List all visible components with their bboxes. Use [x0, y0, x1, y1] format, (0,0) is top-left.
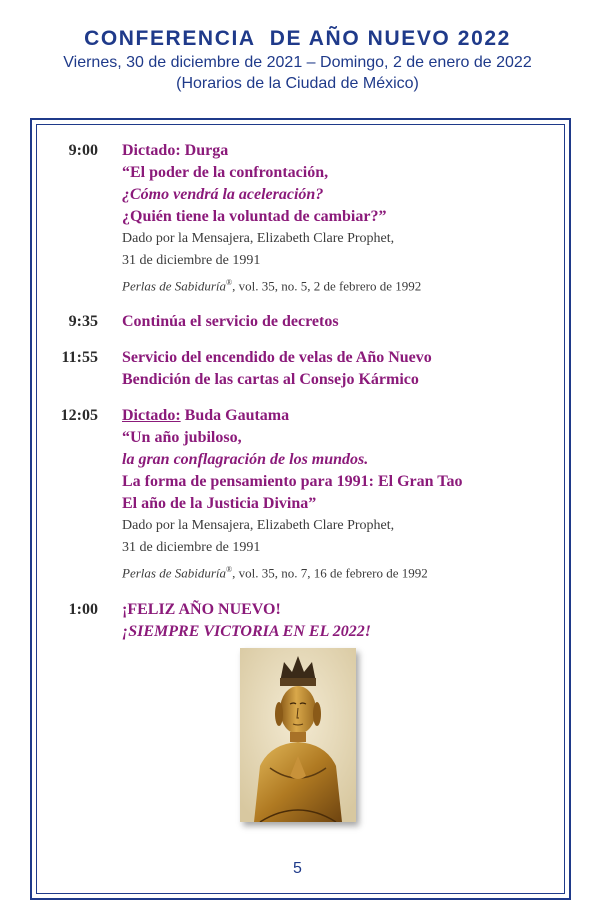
entry-time: 11:55	[61, 349, 98, 367]
entry-heading	[122, 140, 556, 162]
conference-dates: Viernes, 30 de diciembre de 2021 – Domingo, 2 de enero de 2022	[63, 54, 532, 71]
entry-line: Continúa el servicio de decretos	[122, 313, 339, 331]
page-header	[0, 26, 595, 94]
given-by: Dado por la Mensajera, Elizabeth Clare Prophet,	[122, 231, 395, 246]
schedule-entry-0100	[36, 599, 556, 643]
heading-text: Dictado: Durga	[122, 142, 229, 159]
entry-line: Servicio del encendido de velas de Año Nuevo	[122, 349, 432, 367]
entry-time: 1:00	[68, 600, 98, 618]
entry-line: ¿Cómo vendrá la aceleración?	[122, 186, 324, 203]
entry-heading	[122, 405, 556, 427]
schedule-entry-0935	[36, 311, 556, 333]
conference-title: CONFERENCIA DE AÑO NUEVO 2022	[84, 27, 511, 50]
schedule-entry-1155	[36, 347, 556, 391]
heading-text: Buda Gautama	[180, 407, 290, 425]
given-by: Dado por la Mensajera, Elizabeth Clare Prophet,	[122, 518, 395, 534]
entry-line: ¡SIEMPRE VICTORIA EN EL 2022!	[122, 622, 371, 640]
entry-line: “Un año jubiloso,	[122, 429, 242, 447]
schedule	[36, 140, 556, 657]
schedule-entry-1205	[36, 405, 556, 584]
timezone-note: (Horarios de la Ciudad de México)	[176, 75, 419, 92]
entry-time: 9:00	[68, 142, 98, 159]
entry-line: “El poder de la confrontación,	[122, 164, 329, 181]
pearls-reference: Perlas de Sabiduría®, vol. 35, no. 7, 16 de febrero de 1992	[122, 565, 428, 581]
given-date: 31 de diciembre de 1991	[122, 540, 261, 556]
entry-time: 12:05	[60, 407, 98, 425]
entry-line: El año de la Justicia Divina”	[122, 495, 317, 513]
given-date: 31 de diciembre de 1991	[122, 253, 261, 268]
pearls-reference: Perlas de Sabiduría®, vol. 35, no. 5, 2 de febrero de 1992	[122, 278, 422, 294]
schedule-entry-0900	[36, 140, 556, 297]
buddha-statue-image	[240, 648, 356, 822]
heading-underlined: Dictado:	[122, 407, 181, 425]
page-number: 5	[293, 860, 302, 877]
entry-line: ¡FELIZ AÑO NUEVO!	[122, 600, 281, 618]
entry-line: Bendición de las cartas al Consejo Kármico	[122, 371, 419, 389]
entry-line: la gran conflagración de los mundos.	[122, 451, 369, 469]
entry-line: La forma de pensamiento para 1991: El Gran Tao	[122, 473, 463, 491]
entry-time: 9:35	[68, 313, 98, 331]
buddha-statue-icon	[240, 648, 356, 822]
entry-line: ¿Quién tiene la voluntad de cambiar?”	[122, 208, 387, 225]
